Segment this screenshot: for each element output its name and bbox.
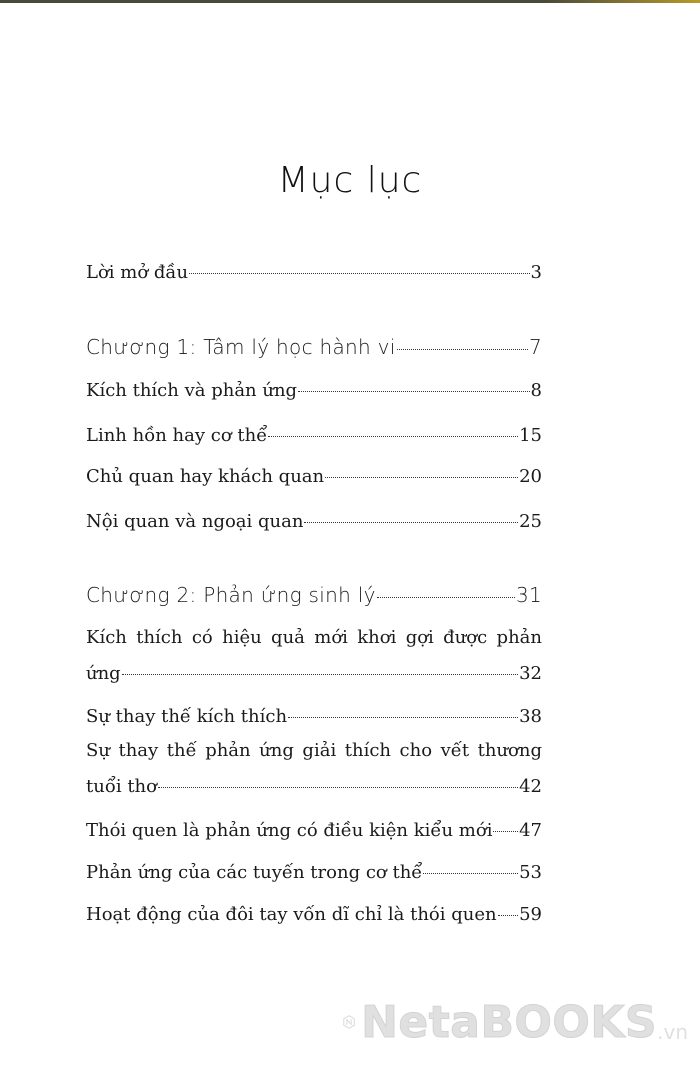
toc-entry-page: 7 [528,335,542,359]
dot-leader [498,915,518,916]
toc-entry-page: 47 [519,820,542,841]
netabooks-logo-icon [343,987,355,1057]
toc-entry-chapter-2 [86,584,542,606]
watermark-suffix: .vn [657,1020,688,1044]
dot-leader [288,717,518,718]
toc-entry-page: 42 [519,776,542,797]
toc-entry-text: Chương 1: Tâm lý học hành vi [86,335,396,359]
toc-entry-text: Nội quan và ngoại quan [86,511,304,532]
toc-entry [86,740,542,798]
toc-entry-page: 3 [530,262,542,283]
toc-entry-page: 15 [519,425,542,446]
toc-entry-text: Chương 2: Phản ứng sinh lý [86,583,376,607]
toc-entry-page: 25 [519,511,542,532]
toc-entry [86,862,542,884]
dot-leader [268,436,518,437]
toc-entry-preface [86,262,542,284]
dot-leader [189,273,530,274]
page-title: Mục lục [277,160,423,201]
toc-entry-text: Thói quen là phản ứng có điều kiện kiểu mới [86,820,493,841]
dot-leader [423,873,518,874]
toc-entry [86,466,542,488]
toc-entry-page: 31 [515,583,542,607]
toc-entry-text-line1: Kích thích có hiệu quả mới khơi gợi được phản [86,627,542,648]
toc-entry-text-line2: tuổi thơ [86,776,157,797]
dot-leader [122,674,518,675]
toc-entry-page: 59 [519,904,542,925]
toc-entry-text: Linh hồn hay cơ thể [86,425,268,446]
toc-entry-text-line1: Sự thay thế phản ứng giải thích cho vết thương [86,740,542,761]
dot-leader [325,477,518,478]
toc-entry-text: Hoạt động của đôi tay vốn dĩ chỉ là thói quen [86,904,497,925]
toc-entry [86,627,542,685]
toc-entry-page: 38 [519,706,542,727]
toc-entry-text: Lời mở đầu [86,262,189,283]
toc-entry [86,380,542,402]
dot-leader [397,349,528,350]
toc-entry-page: 53 [519,862,542,883]
toc-entry [86,706,542,728]
dot-leader [298,391,529,392]
top-border [0,0,700,3]
toc-entry [86,904,542,926]
toc-entry-page: 32 [519,663,542,684]
toc-entry-text: Sự thay thế kích thích [86,706,288,727]
dot-leader [377,597,515,598]
toc-entry-text: Chủ quan hay khách quan [86,466,325,487]
dot-leader [493,831,518,832]
toc-entry [86,425,542,447]
dot-leader [158,787,518,788]
toc-entry [86,820,542,842]
toc-entry-text: Kích thích và phản ứng [86,380,298,401]
toc-entry-text-line2: ứng [86,663,121,684]
toc-entry-text: Phản ứng của các tuyến trong cơ thể [86,862,423,883]
watermark [343,982,688,1062]
watermark-brand: NetaBOOKS [361,996,658,1048]
toc-entry-page: 8 [530,380,542,401]
dot-leader [304,522,518,523]
toc-entry [86,511,542,533]
toc-entry-chapter-1 [86,336,542,358]
toc-entry-page: 20 [519,466,542,487]
